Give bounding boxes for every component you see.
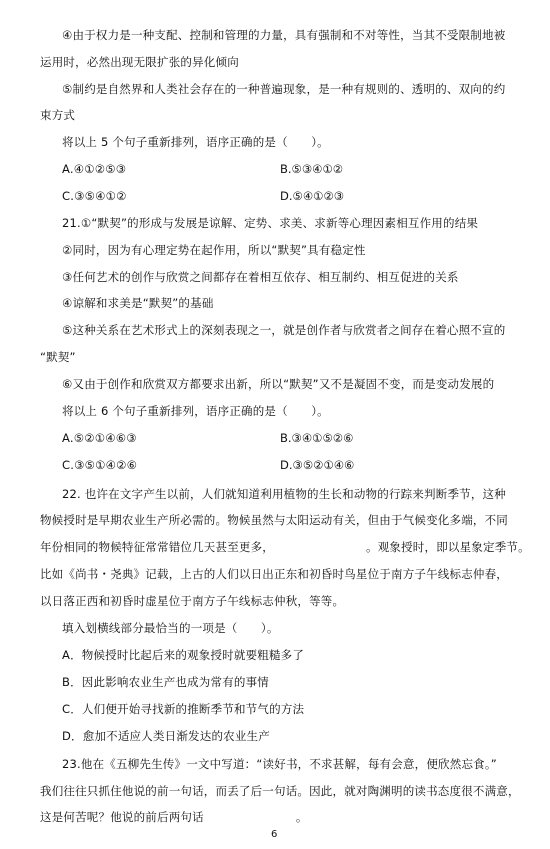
q21-option-a: A.⑤②①④⑥③ — [62, 431, 137, 445]
q21-sentence-3: ③任何艺术的创作与欣赏之间都存在着相互依存、相互制约、相互促进的关系 — [62, 270, 459, 284]
page-number: 6 — [271, 829, 278, 840]
q22-option-c: C．人们便开始寻找新的推断季节和节气的方法 — [62, 702, 305, 716]
q20-option-a: A.④①②⑤③ — [62, 162, 127, 176]
q21-sentence-1: 21.①“默契”的形成与发展是谅解、定势、求美、求新等心理因素相互作用的结果 — [62, 216, 479, 230]
q20-option-b: B.⑤③④①② — [280, 162, 344, 176]
q22-line-1: 22. 也许在文字产生以前，人们就知道利用植物的生长和动物的行踪来判断季节，这种 — [62, 487, 506, 501]
q22-line-3-after-blank: 。观象授时，即以星象定季节。 — [366, 540, 530, 554]
q22-line-2: 物候授时是早期农业生产所必需的。物候虽然与太阳运动有关，但由于气候变化多端，不同 — [40, 513, 508, 527]
q21-sentence-6: ⑥又由于创作和欣赏双方都要求出新，所以“默契”又不是凝固不变，而是变动发展的 — [62, 377, 495, 391]
q21-sentence-5-line-2: “默契” — [40, 350, 76, 364]
q20-sentence-4-line-1: ④由于权力是一种支配、控制和管理的力量，具有强制和不对等性，当其不受限制地被 — [62, 28, 506, 42]
q22-option-d: D．愈加不适应人类日渐发达的农业生产 — [62, 729, 270, 743]
q23-line-3-before-blank: 这是何苦呢？他说的前后两句话 — [40, 810, 204, 824]
q23-line-3-after-blank: 。 — [295, 810, 308, 824]
q21-prompt: 将以上 6 个句子重新排列，语序正确的是（ ）。 — [62, 404, 329, 418]
q20-sentence-4-line-2: 运用时，必然出现无限扩张的异化倾向 — [40, 55, 239, 69]
q20-prompt: 将以上 5 个句子重新排列，语序正确的是（ ）。 — [62, 135, 329, 149]
q21-option-d: D.③⑤②①④⑥ — [280, 458, 355, 472]
q22-option-b: B．因此影响农业生产也成为常有的事情 — [62, 675, 269, 689]
q20-sentence-5-line-1: ⑤制约是自然界和人类社会存在的一种普遍现象，是一种有规则的、透明的、双向的约 — [62, 82, 506, 96]
q23-line-1: 23.他在《五柳先生传》一文中写道：“读好书，不求甚解，每有会意，便欣然忘食。” — [62, 757, 497, 771]
q21-sentence-4: ④谅解和求美是“默契”的基础 — [62, 296, 214, 310]
q22-line-3-before-blank: 年份相同的物候特征常常错位几天甚至更多， — [40, 540, 274, 554]
q21-sentence-5-line-1: ⑤这种关系在艺术形式上的深刻表现之一，就是创作者与欣赏者之间存在着心照不宣的 — [62, 323, 506, 337]
q21-sentence-2: ②同时，因为有心理定势在起作用，所以“默契”具有稳定性 — [62, 243, 366, 257]
q20-option-c: C.③⑤④①② — [62, 189, 127, 203]
q22-line-3 — [40, 540, 530, 554]
q22-prompt: 填入划横线部分最恰当的一项是（ ）。 — [62, 621, 279, 635]
q22-line-5: 以日落正西和初昏时虚星位于南方子午线标志仲秋，等等。 — [40, 594, 345, 608]
q23-line-3 — [40, 810, 308, 824]
q20-option-d: D.⑤④①②③ — [280, 189, 345, 203]
q22-line-4: 比如《尚书・尧典》记载，上古的人们以日出正东和初昏时鸟星位于南方子午线标志仲春， — [40, 567, 508, 581]
q20-sentence-5-line-2: 束方式 — [40, 108, 76, 122]
q23-line-2: 我们往往只抓住他说的前一句话，而丢了后一句话。因此，就对陶渊明的读书态度很不满意， — [40, 784, 520, 798]
q21-option-b: B.③④①⑤②⑥ — [280, 431, 354, 445]
q22-option-a: A．物候授时比起后来的观象授时就要粗糙多了 — [62, 648, 305, 662]
q21-option-c: C.③⑤①④②⑥ — [62, 458, 138, 472]
